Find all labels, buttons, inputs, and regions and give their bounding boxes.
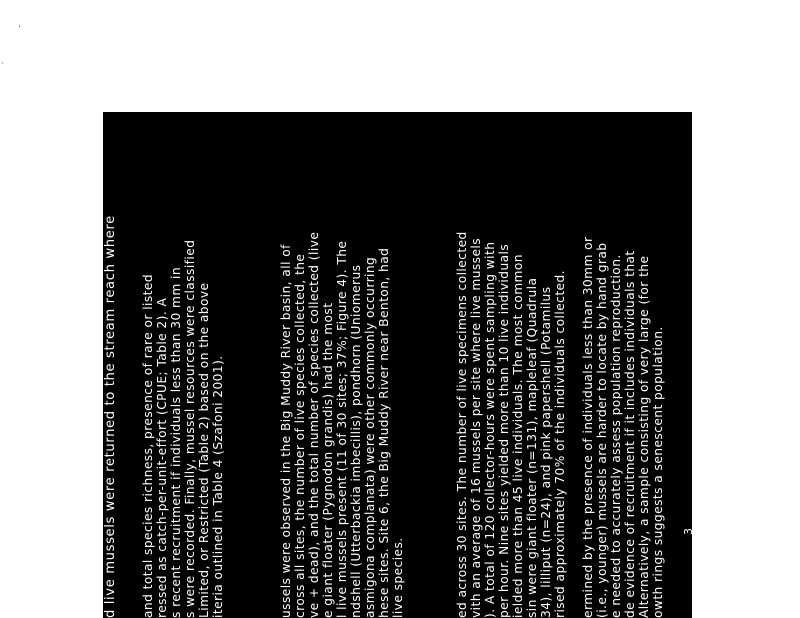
rotated-text-block bbox=[103, 112, 695, 618]
scan-speck: ’ bbox=[18, 25, 21, 35]
text-line: sin were giant floater (n=131), mapleleaf (Quadrula bbox=[525, 277, 539, 618]
text-line: ressed as catch-per-unit-effort (CPUE; Table 2). A bbox=[155, 297, 169, 618]
text-line: s recent recruitment if individuals less than 30 mm in bbox=[169, 267, 183, 618]
text-line: owth rings suggests a senescent population. bbox=[651, 326, 665, 618]
text-line: Limited, or Restricted (Table 2) based on the above bbox=[197, 282, 211, 618]
text-line: and total species richness, presence of rare or listed bbox=[141, 273, 155, 618]
text-line: rised approximately 70% of the individuals collected. bbox=[553, 269, 567, 618]
text-line: asmigona complanata) were other commonly occurring bbox=[363, 256, 377, 618]
text-line: (i.e., younger) mussels are harder to locate by hand grab bbox=[595, 242, 609, 618]
text-line: e needed to accurately assess population reproduction. bbox=[609, 254, 623, 618]
text-line: de evidence of recruitment if it includes individuals that bbox=[623, 250, 637, 618]
text-line: Alternatively, a sample consisting of very large (for the bbox=[637, 255, 651, 618]
text-line: ussels were observed in the Big Muddy River basin, all of bbox=[279, 244, 293, 618]
scan-speck: · bbox=[1, 59, 4, 69]
document-page bbox=[103, 112, 695, 618]
text-line: ermined by the presence of individuals less than 30mm or bbox=[581, 236, 595, 618]
text-line: cross all sites, the number of live species collected, the bbox=[293, 253, 307, 618]
text-line: ndshell (Utterbackia imbecillis), pondhorn (Uniomerus bbox=[349, 264, 363, 618]
text-line: ). A total of 120 collector-hours were spent sampling with bbox=[483, 241, 497, 618]
text-line: ed across 30 sites. The number of live specimens collected bbox=[455, 231, 469, 618]
text-line: l live mussels present (11 of 30 sites; 37%; Figure 4). The bbox=[335, 240, 349, 618]
text-line: per hour. Nine sites yielded more than 10 live individuals bbox=[497, 243, 511, 618]
text-line: 34), lilliput (n=24), and pink papershell (Potamilus bbox=[539, 286, 553, 618]
text-line: s were recorded. Finally, mussel resources were classified bbox=[183, 239, 197, 618]
page-number: 3 bbox=[682, 528, 695, 535]
text-line: ielded more than 45 live individuals. The most common bbox=[511, 254, 525, 618]
text-line: iteria outlined in Table 4 (Szafoni 2001). bbox=[211, 355, 225, 618]
text-line: e giant floater (Pygnodon grandis) had the most bbox=[321, 302, 335, 618]
text-line: live species. bbox=[391, 537, 405, 618]
text-line: vith an average of 16 mussels per site where live mussels bbox=[469, 237, 483, 618]
text-line: d live mussels were returned to the stream reach where bbox=[103, 215, 118, 618]
text-line: ve + dead), and the total number of species collected (live bbox=[307, 231, 321, 618]
text-line: hese sites. Site 6, the Big Muddy River near Benton, had bbox=[377, 247, 391, 618]
